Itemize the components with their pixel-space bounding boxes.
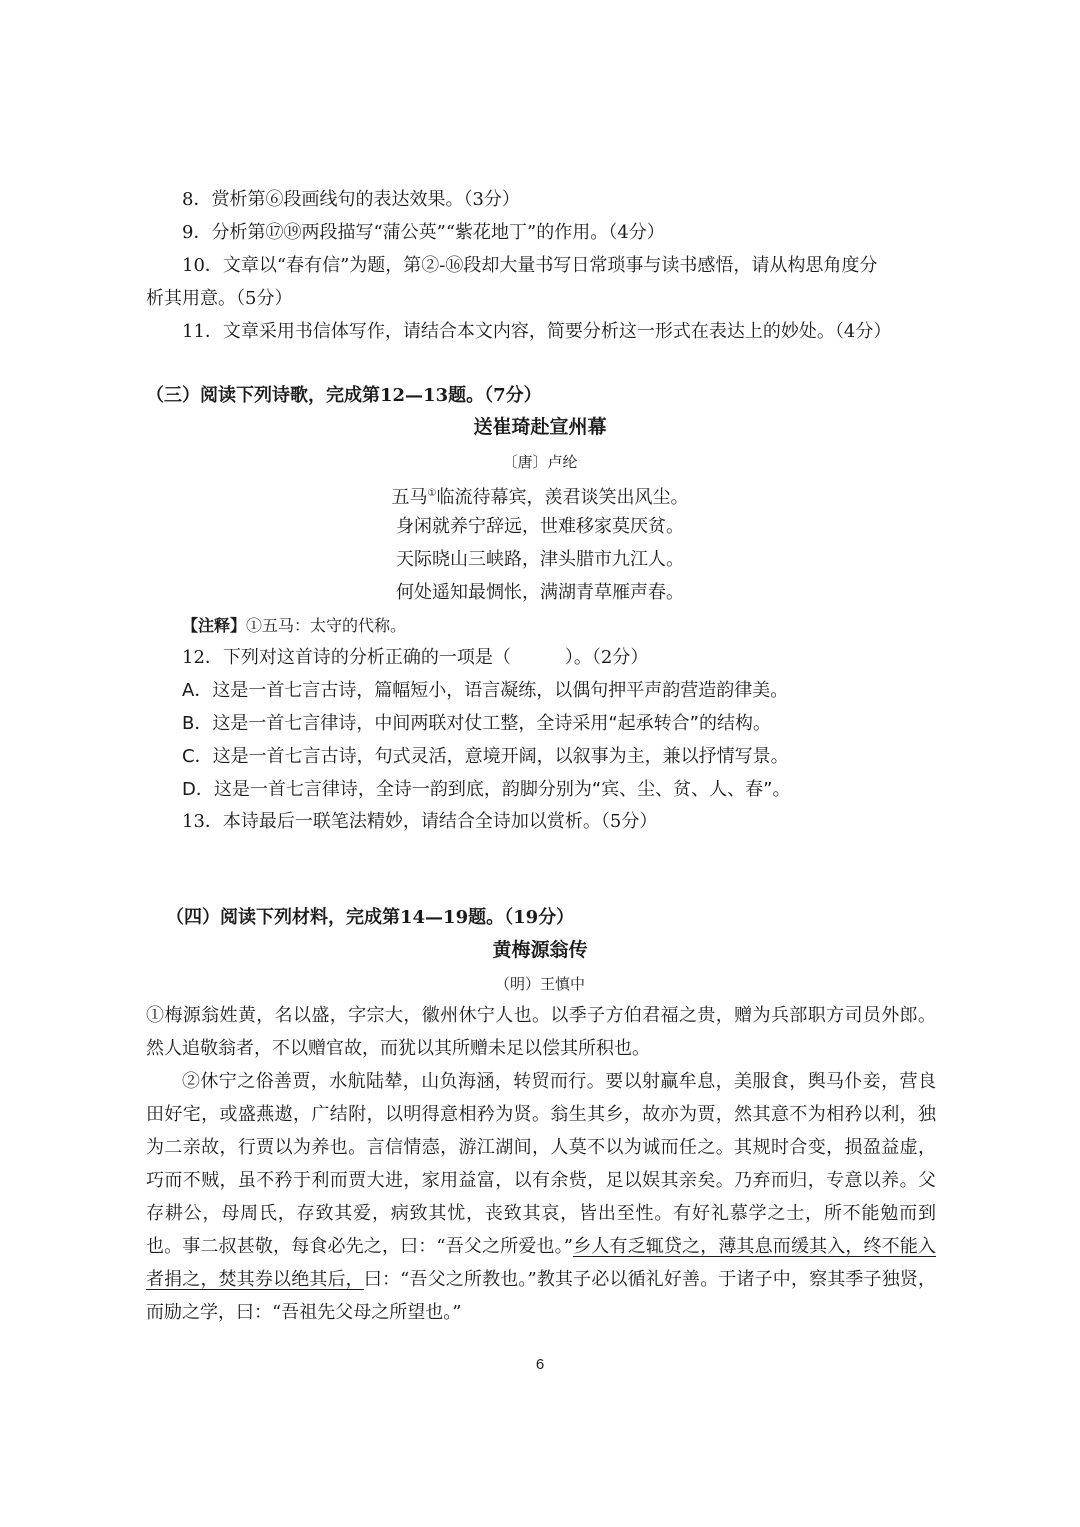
page-number: 6: [535, 1356, 545, 1373]
option-a: A．这是一首七言古诗，篇幅短小，语言凝练，以偶句押平声韵营造韵律美。: [182, 680, 789, 701]
paragraph-1: ①梅源翁姓黄，名以盛，字宗大，徽州休宁人也。以季子方伯君福之贵，赠为兵部职方司员外郎。然人追敬翁者，不以赠官故，而犹以其所赠未足以偿其所积也。: [146, 1005, 936, 1059]
poem-author: 〔唐〕卢纶: [502, 453, 578, 471]
poem-line-1-start: 五马: [391, 487, 428, 508]
option-d: D．这是一首七言律诗，全诗一韵到底，韵脚分别为“宾、尘、贫、人、春”。: [182, 779, 791, 800]
question-12: 12．下列对这首诗的分析正确的一项是（ ）。（2分）: [182, 647, 649, 668]
note-text: ①五马：太守的代称。: [246, 616, 407, 635]
question-8: 8．赏析第⑥段画线句的表达效果。（3分）: [182, 189, 520, 210]
poem-line-4: 何处遥知最惆怅，满湖青草雁声春。: [396, 582, 684, 603]
question-10-line1: 10．文章以“春有信”为题，第②-⑯段却大量书写日常琐事与读书感悟，请从构思角度分: [182, 255, 878, 276]
poem-line-3: 天际晓山三峡路，津头腊市九江人。: [396, 549, 684, 570]
option-c: C．这是一首七言古诗，句式灵活，意境开阔，以叙事为主，兼以抒情写景。: [182, 746, 789, 767]
section-4-heading: （四）阅读下列材料，完成第14—19题。（19分）: [166, 907, 575, 928]
paragraph-2-underlined-sentence: 乡人有乏辄贷之，薄其息而缓其入，终不能入者捐之，焚其券以绝其后，: [146, 1236, 936, 1290]
section-3-heading: （三）阅读下列诗歌，完成第12—13题。（7分）: [146, 385, 542, 406]
question-11: 11．文章采用书信体写作，请结合本文内容，简要分析这一形式在表达上的妙处。（4分）: [182, 321, 892, 342]
paragraph-2: [146, 1065, 936, 1329]
poem-line-2: 身闲就养宁辞远，世难移家莫厌贫。: [396, 516, 684, 537]
paragraph-2-text-b: 曰：“吾父之所教也。”教其子必以循礼好善。于诸子中，察其季子独贤，而励之学，曰：“吾祖先父母之所望也。”: [146, 1269, 937, 1323]
note-tag: 【注释】: [182, 616, 247, 635]
poem-note: [182, 614, 406, 638]
poem-line-1: [0, 482, 1080, 510]
footnote-mark: ①: [427, 488, 437, 499]
question-13: 13．本诗最后一联笔法精妙，请结合全诗加以赏析。（5分）: [182, 811, 658, 832]
poem-line-1-end: 临流待幕宾，羡君谈笑出风尘。: [436, 487, 689, 508]
article-author: （明）王慎中: [494, 975, 585, 993]
poem-title: 送崔琦赴宣州幕: [473, 416, 607, 438]
question-9: 9．分析第⑰⑲两段描写“蒲公英”“紫花地丁”的作用。（4分）: [182, 222, 665, 243]
article-title: 黄梅源翁传: [492, 939, 588, 961]
question-10-line2: 析其用意。（5分）: [146, 288, 293, 309]
paragraph-2-text-a: ②休宁之俗善贾，水航陆辇，山负海涵，转贸而行。要以射赢牟息，美服食，舆马仆妾，营良田好宅，或盛燕遨，广结附，以明得意相矜为贤。翁生其乡，故亦为贾，然其意不为相矜以利，独为二亲故，行贾以为养也。言信情悫，游江湖间，人莫不以为诚而任之。其规时合变，损盈益虚，巧而不贼，虽不矜于利而贾大进，家用益富，以有余赀，足以娱其亲矣。乃弃而归，专意以养。父存耕公，母周氏，存致其爱，病致其忧，丧致其哀，皆出至性。有好礼慕学之士，所不能勉而到也。事二叔甚敬，每食必先之，曰：“吾父之所爱也。”: [146, 1071, 936, 1257]
option-b: B．这是一首七言律诗，中间两联对仗工整，全诗采用“起承转合”的结构。: [182, 713, 771, 734]
